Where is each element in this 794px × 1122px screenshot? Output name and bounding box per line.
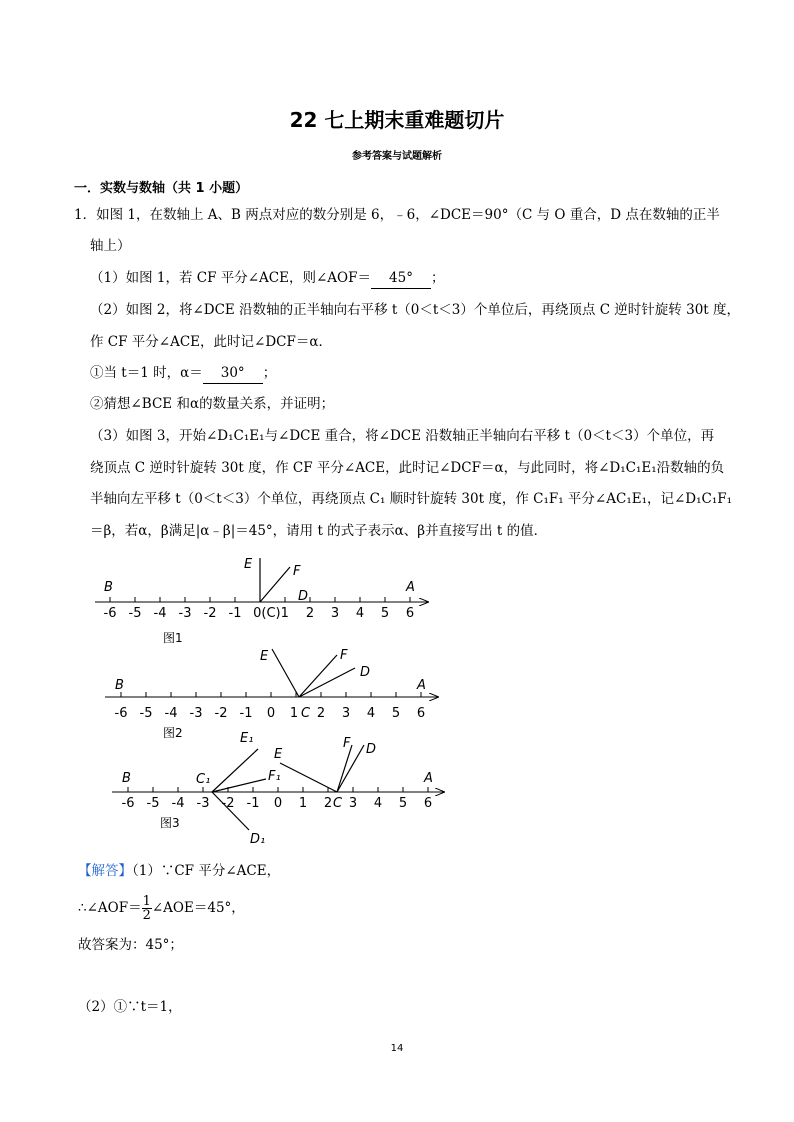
figure-2-tick-label: 0 [266, 706, 276, 721]
figure-2-tick-label: -2 [214, 706, 228, 721]
question-3-line-1: （3）如图 3，开始∠D₁C₁E₁与∠DCE 重合，将∠DCE 沿数轴正半轴向右平移 t（0＜t＜3）个单位，再 [90, 428, 715, 444]
figure-1-tick-label: 2 [305, 606, 315, 621]
page-number: 14 [390, 1043, 404, 1054]
figure-3-ray-c1f1 [212, 779, 266, 792]
problem-line-2: 轴上） [90, 238, 131, 254]
figure-3-ray-cd [337, 745, 364, 792]
figure-2-ticks [121, 692, 421, 697]
figure-1-label-d: D [298, 589, 309, 604]
figure-3-tick-label: 6 [423, 796, 433, 811]
question-2a-text: ①当 t＝1 时，α＝ [90, 365, 203, 381]
figure-2-ray-cd [299, 668, 355, 697]
figure-2-label-e: E [260, 649, 269, 664]
figure-2-tick-label: 6 [416, 706, 426, 721]
question-2-line-2: 作 CF 平分∠ACE，此时记∠DCF＝α． [90, 334, 332, 350]
figure-3-label-c1: C₁ [196, 772, 211, 787]
figure-3-tick-label: 1 [298, 796, 308, 811]
question-1-answer: 45° [371, 268, 431, 289]
figure-3-label-e: E [274, 747, 283, 762]
figure-3-tick-label: 0 [273, 796, 283, 811]
question-3-line-2: 绕顶点 C 逆时针旋转 30t 度，作 CF 平分∠ACE，此时记∠DCF＝α，与此同时，将∠D₁C₁E₁沿数轴的负 [90, 460, 725, 476]
figure-3-label-a: A [424, 771, 433, 786]
solution-line-4: （2）①∵t＝1， [78, 999, 182, 1015]
problem-line-1: 1．如图 1，在数轴上 A、B 两点对应的数分别是 6，﹣6，∠DCE＝90°（C 与 O 重合，D 点在数轴的正半 [74, 207, 720, 223]
question-2a [90, 363, 276, 384]
figure-3-tick-label: -2 [221, 796, 235, 811]
figure-2-label-f: F [340, 648, 348, 663]
solution-tag: 【解答】 [78, 863, 132, 879]
figure-1-label-a: A [406, 580, 415, 595]
figure-2-tick-label: -1 [239, 706, 253, 721]
figure-3-ticks [128, 787, 428, 792]
figure-2-label-b: B [115, 678, 124, 693]
solution-line-1 [78, 861, 280, 881]
figure-3-tick-label: 5 [398, 796, 408, 811]
figure-3-ray-ce [280, 763, 337, 792]
figure-1-label-f: F [293, 564, 301, 579]
figure-1 [95, 557, 428, 645]
figures-diagram [0, 545, 794, 855]
figure-3-tick-label: -6 [121, 796, 135, 811]
fraction-denominator: 2 [142, 908, 151, 923]
figure-2-tick-label: -3 [189, 706, 203, 721]
question-1-suffix: ； [431, 270, 445, 286]
figure-1-caption: 图1 [163, 631, 183, 645]
figure-2-label-a: A [417, 678, 426, 693]
question-3-line-3: 半轴向左平移 t（0＜t＜3）个单位，再绕顶点 C₁ 顺时针旋转 30t 度，作 C₁F₁ 平分∠AC₁E₁，记∠D₁C₁F₁ [90, 491, 733, 507]
figure-1-tick-label: -5 [128, 606, 142, 621]
question-1-text: （1）如图 1，若 CF 平分∠ACE，则∠AOF＝ [90, 270, 371, 286]
question-3-line-4: ＝β，若α，β满足|α﹣β|＝45°，请用 t 的式子表示α、β并直接写出 t 的值． [90, 523, 548, 539]
figure-3 [112, 731, 444, 847]
fraction-numerator: 1 [142, 894, 151, 909]
figure-1-tick-label: -3 [178, 606, 192, 621]
figure-3-label-d1: D₁ [250, 832, 266, 847]
document-title: 22 七上期末重难题切片 [289, 108, 505, 132]
figure-1-label-b: B [104, 580, 113, 595]
figure-2-tick-label: -5 [139, 706, 153, 721]
figure-3-label-f1: F₁ [268, 769, 281, 784]
question-1 [90, 268, 445, 289]
figure-1-tick-label: -1 [228, 606, 242, 621]
figure-2-tick-label: 5 [391, 706, 401, 721]
figure-2-tick-label: -6 [114, 706, 128, 721]
document-subtitle: 参考答案与试题解析 [352, 151, 442, 162]
figure-2-ray-ce [272, 649, 299, 697]
figure-2-label-d: D [360, 665, 371, 680]
figure-2-tick-label: 2 [316, 706, 326, 721]
figure-2-label-c: C [301, 706, 311, 721]
figure-3-ray-c1e1 [212, 749, 258, 792]
question-2-line-1: （2）如图 2，将∠DCE 沿数轴的正半轴向右平移 t（0＜t＜3）个单位后，再绕顶点 C 逆时针旋转 30t 度， [90, 302, 740, 318]
solution-line-2-prefix: ∴∠AOF＝ [78, 900, 142, 916]
figure-3-tick-label: 2 [323, 796, 333, 811]
figure-3-tick-label: -4 [171, 796, 185, 811]
figure-1-tick-label: 6 [405, 606, 415, 621]
solution-line-1-text: （1）∵CF 平分∠ACE， [132, 863, 281, 879]
figure-1-tick-label: 5 [380, 606, 390, 621]
figure-2-tick-label: 1 [289, 706, 299, 721]
figure-1-tick-label: -4 [153, 606, 167, 621]
figure-3-tick-label: -5 [146, 796, 160, 811]
figure-2-caption: 图2 [163, 726, 183, 740]
figure-3-ray-cf [337, 745, 352, 792]
figure-3-label-b: B [122, 771, 131, 786]
figure-2-ray-cf [299, 655, 337, 697]
solution-line-2 [78, 895, 245, 922]
figure-1-tick-label: -2 [203, 606, 217, 621]
figure-1-ray-cf [260, 567, 290, 602]
fraction-one-half [142, 895, 152, 922]
figure-1-tick-label: 3 [330, 606, 340, 621]
figure-3-caption: 图3 [160, 816, 180, 830]
figure-3-tick-label: 4 [373, 796, 383, 811]
question-2a-answer: 30° [203, 363, 263, 384]
figure-3-label-c: C [333, 796, 343, 811]
figure-3-label-e1: E₁ [240, 731, 254, 746]
figure-2-tick-label: 3 [341, 706, 351, 721]
figure-2 [105, 648, 438, 740]
figure-2-tick-label: 4 [366, 706, 376, 721]
figure-1-tick-label: 4 [355, 606, 365, 621]
figure-1-tick-label: -6 [103, 606, 117, 621]
figure-1-tick-label: 0(C)1 [253, 606, 289, 621]
question-2b: ②猜想∠BCE 和α的数量关系，并证明； [90, 396, 335, 412]
solution-line-2-suffix: ∠AOE＝45°， [151, 900, 245, 916]
figure-3-tick-label: -3 [196, 796, 210, 811]
solution-line-3: 故答案为：45°； [78, 937, 183, 953]
question-2a-suffix: ； [262, 365, 277, 381]
section-heading: 一．实数与数轴（共 1 小题） [74, 181, 249, 196]
figure-3-label-d: D [366, 742, 377, 757]
figure-3-label-f: F [343, 736, 351, 751]
figure-1-label-e: E [244, 557, 253, 572]
figure-2-tick-label: -4 [164, 706, 178, 721]
figure-3-tick-label: 3 [348, 796, 358, 811]
figure-3-tick-label: -1 [246, 796, 260, 811]
